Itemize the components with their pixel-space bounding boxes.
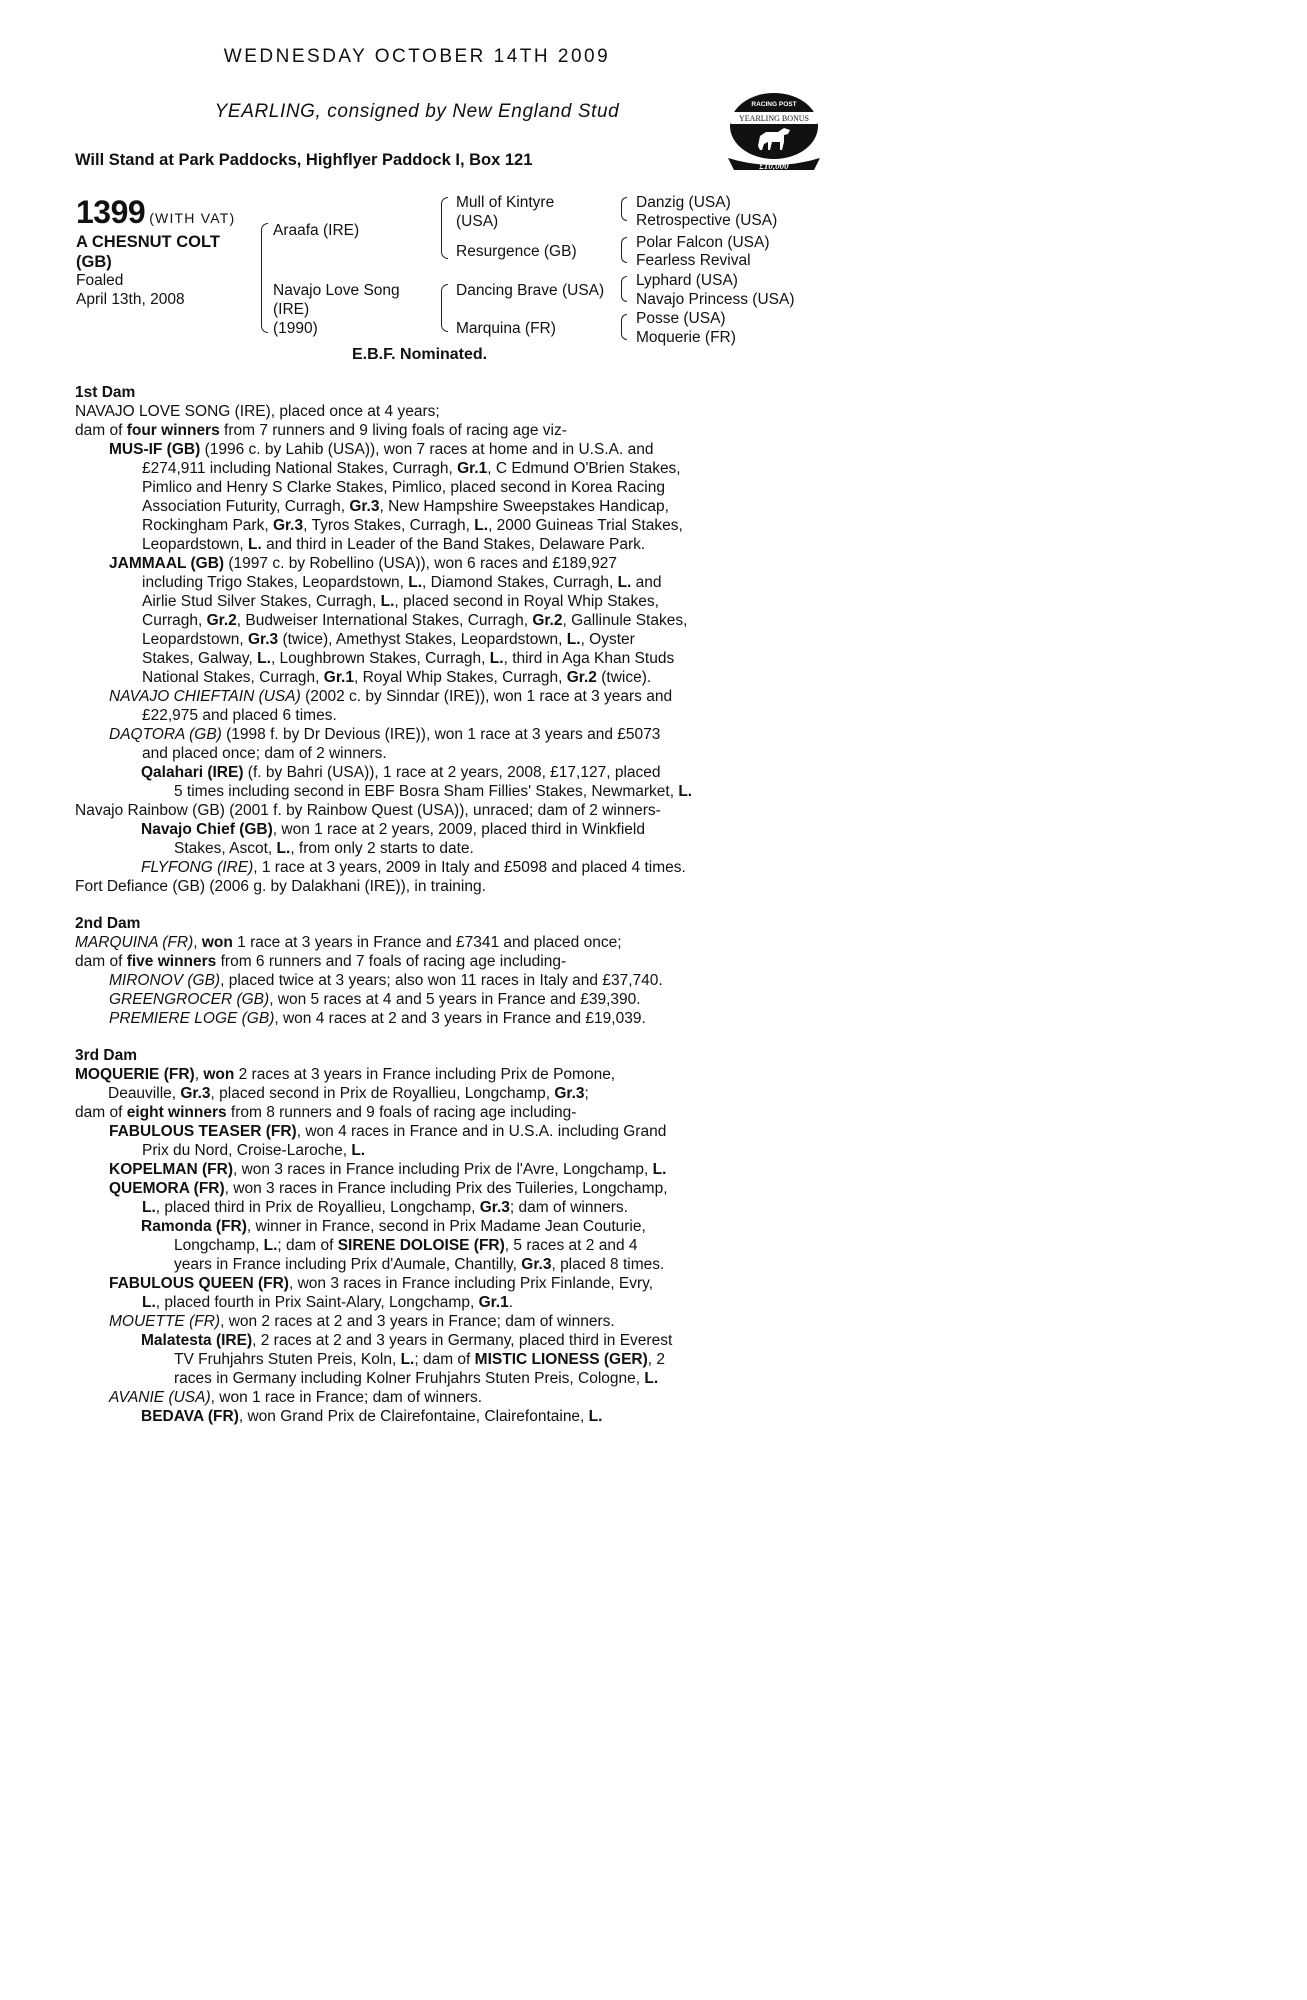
consignment-line: YEARLING, consigned by New England Stud bbox=[214, 101, 620, 122]
ped-dam-name: Navajo Love Song bbox=[273, 282, 400, 299]
ped-ss-name: Mull of Kintyre bbox=[456, 194, 555, 211]
produce-entry: JAMMAAL (GB) (1997 c. by Robellino (USA)), won 6 races and £189,927 bbox=[109, 555, 617, 572]
ped-dds: Posse (USA) bbox=[636, 310, 726, 327]
produce-entry: PREMIERE LOGE (GB), won 4 races at 2 and 3 years in France and £19,039. bbox=[109, 1010, 646, 1027]
produce-entry: AVANIE (USA), won 1 race in France; dam of winners. bbox=[109, 1389, 483, 1406]
produce-entry: Navajo Rainbow (GB) (2001 f. by Rainbow Quest (USA)), unraced; dam of 2 winners- bbox=[75, 802, 661, 819]
first-dam-line: NAVAJO LOVE SONG (IRE), placed once at 4 years; bbox=[75, 403, 440, 420]
ped-sire-dam: Resurgence (GB) bbox=[456, 243, 577, 260]
ped-dam-country: (IRE) bbox=[273, 301, 310, 318]
ped-dam-sire: Dancing Brave (USA) bbox=[456, 282, 605, 299]
sale-date: WEDNESDAY OCTOBER 14TH 2009 bbox=[223, 46, 611, 67]
lot-number: 1399 bbox=[76, 194, 146, 230]
produce-entry: BEDAVA (FR), won Grand Prix de Clairefontaine, Clairefontaine, L. bbox=[141, 1408, 603, 1425]
foaled-label: Foaled bbox=[76, 272, 124, 289]
produce-entry: Fort Defiance (GB) (2006 g. by Dalakhani (IRE)), in training. bbox=[75, 878, 486, 895]
badge-line1: RACING POST bbox=[751, 101, 797, 108]
pedigree-brace bbox=[261, 223, 268, 333]
badge-line2: YEARLING BONUS bbox=[739, 114, 809, 123]
produce-entry: Ramonda (FR), winner in France, second in Prix Madame Jean Couturie, bbox=[141, 1218, 646, 1235]
lot-description: A CHESNUT COLT (GB) bbox=[76, 233, 220, 271]
pedigree-brace bbox=[621, 237, 627, 263]
produce-entry: Malatesta (IRE), 2 races at 2 and 3 years in Germany, placed third in Everest bbox=[141, 1332, 673, 1349]
ped-dsd: Navajo Princess (USA) bbox=[636, 291, 795, 308]
pedigree-brace bbox=[441, 284, 448, 332]
ped-sire-sire bbox=[456, 193, 554, 231]
second-dam-line: MARQUINA (FR), won 1 race at 3 years in France and £7341 and placed once; bbox=[75, 934, 622, 951]
pedigree-brace bbox=[621, 197, 627, 221]
ped-ss-country: (USA) bbox=[456, 213, 499, 230]
ped-sdd: Fearless Revival bbox=[636, 252, 751, 269]
ped-dss: Lyphard (USA) bbox=[636, 272, 738, 289]
ped-dam-year: (1990) bbox=[273, 320, 318, 337]
stand-location: Will Stand at Park Paddocks, Highflyer Paddock I, Box 121 bbox=[75, 151, 533, 169]
produce-entry: QUEMORA (FR), won 3 races in France including Prix des Tuileries, Longchamp, bbox=[109, 1180, 668, 1197]
produce-entry: FLYFONG (IRE), 1 race at 3 years, 2009 in Italy and £5098 and placed 4 times. bbox=[141, 859, 686, 876]
ped-dam-dam: Marquina (FR) bbox=[456, 320, 556, 337]
pedigree-brace bbox=[621, 314, 627, 340]
lot-vat: (WITH VAT) bbox=[149, 210, 236, 226]
first-dam-line: dam of four winners from 7 runners and 9 living foals of racing age viz- bbox=[75, 422, 567, 439]
produce-entry: DAQTORA (GB) (1998 f. by Dr Devious (IRE)), won 1 race at 3 years and £5073 bbox=[109, 726, 661, 743]
foaled-date: April 13th, 2008 bbox=[76, 291, 185, 308]
ped-sire: Araafa (IRE) bbox=[273, 222, 360, 239]
ped-sss: Danzig (USA) bbox=[636, 194, 731, 211]
yearling-bonus-badge bbox=[718, 90, 830, 170]
ped-sds: Polar Falcon (USA) bbox=[636, 234, 770, 251]
ebf-nominated: E.B.F. Nominated. bbox=[352, 346, 488, 363]
badge-amount: £10,000 bbox=[759, 161, 789, 170]
produce-entry: Navajo Chief (GB), won 1 race at 2 years, 2009, placed third in Winkfield bbox=[141, 821, 645, 838]
produce-entry: MIRONOV (GB), placed twice at 3 years; also won 11 races in Italy and £37,740. bbox=[109, 972, 663, 989]
second-dam-line: dam of five winners from 6 runners and 7 foals of racing age including- bbox=[75, 953, 567, 970]
pedigree-brace bbox=[441, 197, 448, 259]
produce-entry: FABULOUS TEASER (FR), won 4 races in France and in U.S.A. including Grand bbox=[109, 1123, 667, 1140]
ped-dam bbox=[273, 281, 400, 338]
produce-entry: NAVAJO CHIEFTAIN (USA) (2002 c. by Sinndar (IRE)), won 1 race at 3 years and bbox=[109, 688, 673, 705]
produce-entry: MOUETTE (FR), won 2 races at 2 and 3 years in France; dam of winners. bbox=[109, 1313, 615, 1330]
third-dam-line: dam of eight winners from 8 runners and 9 foals of racing age including- bbox=[75, 1104, 577, 1121]
produce-entry: Qalahari (IRE) (f. by Bahri (USA)), 1 race at 2 years, 2008, £17,127, placed bbox=[141, 764, 661, 781]
foaled-info bbox=[76, 271, 185, 309]
produce-entry: MUS-IF (GB) (1996 c. by Lahib (USA)), won 7 races at home and in U.S.A. and bbox=[109, 441, 654, 458]
pedigree-notes: 1st Dam NAVAJO LOVE SONG (IRE), placed once at 4 years; dam of four winners from 7 runners and 9 living foals of racing age viz- MUS-IF (GB) (1996 c. by Lahib (USA)), won 7 races at home and in U.S.A. and £274,911 including National Stakes, Curragh, Gr.1, C Edmund O'Brien Stakes, Pimlico and Henry S Clarke Stakes, Pimlico, placed second in Korea Racing Association Futurity, Curragh, Gr.3, New Hampshire Sweepstakes Handicap, Rockingham Park, Gr.3, Tyros Stakes, Curragh, L., 2000 Guineas Trial Stakes, Leopardstown, L. and third in Leader of the Band Stakes, Delaware Park. JAMMAAL (GB) (1997 c. by Robellino (USA)), won 6 races and £189,927 including Trigo Stakes, Leopardstown, L., Diamond Stakes, Curragh, L. and Airlie Stud Silver Stakes, Curragh, L., placed second in Royal Whip Stakes, Curragh, Gr.2, Budweiser International Stakes, Curragh, Gr.2, Gallinule Stakes, Leopardstown, Gr.3 (twice), Amethyst Stakes, Leopardstown, L., Oyster Stakes, Galway, L., Loughbrown Stakes, Curragh, L., third in Aga Khan Studs National Stakes, Curragh, Gr.1, Royal Whip Stakes, Curragh, Gr.2 (twice). NAVAJO CHIEFTAIN (USA) (2002 c. by Sinndar (IRE)), won 1 race at 3 years and £22,975 and placed 6 times. DAQTORA (GB) (1998 f. by Dr Devious (IRE)), won 1 race at 3 years and £5073 and placed once; dam of 2 winners. Qalahari (IRE) (f. by Bahri (USA)), 1 race at 2 years, 2008, £17,127, placed 5 times including second in EBF Bosra Sham Fillies' Stakes, Newmarket, L. Navajo Rainbow (GB) (2001 f. by Rainbow Quest (USA)), unraced; dam of 2 winners- Navajo Chief (GB), won 1 race at 2 years, 2009, placed third in Winkfield Stakes, Ascot, L., from only 2 starts to date. FLYFONG (IRE), 1 race at 3 years, 2009 in Italy and £5098 and placed 4 times. Fort Defiance (GB) (2006 g. by Dalakhani (IRE)), in training. 2nd Dam MARQUINA (FR), won 1 race at 3 years in France and £7341 and placed once; dam of five winners from 6 runners and 7 foals of racing age including- MIRONOV (GB), placed twice at 3 years; also won 11 races in Italy and £37,740. GREENGROCER (GB), won 5 races at 4 and 5 years in France and £39,390. PREMIERE LOGE (GB), won 4 races at 2 and 3 years in France and £19,039. 3rd Dam MOQUERIE (FR), won 2 races at 3 years in France including Prix de Pomone, Deauville, Gr.3, placed second in Prix de Royallieu, Longchamp, Gr.3; dam of eight winners from 8 runners and 9 foals of racing age including- FABULOUS TEASER (FR), won 4 races in France and in U.S.A. including Grand Prix du Nord, Croise-Laroche, L. KOPELMAN (FR), won 3 races in France including Prix de l'Avre, Longchamp, L. QUEMORA (FR), won 3 races in France including Prix des Tuileries, Longchamp, L., placed third in Prix de Royallieu, Longchamp, Gr.3; dam of winners. Ramonda (FR), winner in France, second in Prix Madame Jean Couturie, Longchamp, L.; dam of SIRENE DOLOISE (FR), 5 races at 2 and 4 years in France including Prix d'Aumale, Chantilly, Gr.3, placed 8 times. FABULOUS QUEEN (FR), won 3 races in France including Prix Finlande, Evry, L., placed fourth in Prix Saint-Alary, Longchamp, Gr.1. MOUETTE (FR), won 2 races at 2 and 3 years in France; dam of winners. Malatesta (IRE), 2 races at 2 and 3 years in Germany, placed third in Everest TV Fruhjahrs Stuten Preis, Koln, L.; dam of MISTIC LIONESS (GER), 2 races in Germany including Kolner Fruhjahrs Stuten Preis, Cologne, L. AVANIE (USA), won 1 race in France; dam of winners. BEDAVA (FR), won Grand Prix de Clairefontaine, Clairefontaine, L. bbox=[75, 383, 760, 1426]
ped-ssd: Retrospective (USA) bbox=[636, 212, 778, 229]
third-dam-heading: 3rd Dam bbox=[75, 1047, 138, 1064]
ped-ddd: Moquerie (FR) bbox=[636, 329, 736, 346]
third-dam-line: MOQUERIE (FR), won 2 races at 3 years in France including Prix de Pomone, bbox=[75, 1066, 616, 1083]
produce-entry: KOPELMAN (FR), won 3 races in France including Prix de l'Avre, Longchamp, L. bbox=[109, 1161, 667, 1178]
lot-header bbox=[76, 194, 235, 231]
produce-entry: FABULOUS QUEEN (FR), won 3 races in France including Prix Finlande, Evry, bbox=[109, 1275, 654, 1292]
produce-entry: GREENGROCER (GB), won 5 races at 4 and 5 years in France and £39,390. bbox=[109, 991, 641, 1008]
pedigree-brace bbox=[621, 276, 627, 302]
second-dam-heading: 2nd Dam bbox=[75, 915, 141, 932]
first-dam-heading: 1st Dam bbox=[75, 384, 136, 401]
